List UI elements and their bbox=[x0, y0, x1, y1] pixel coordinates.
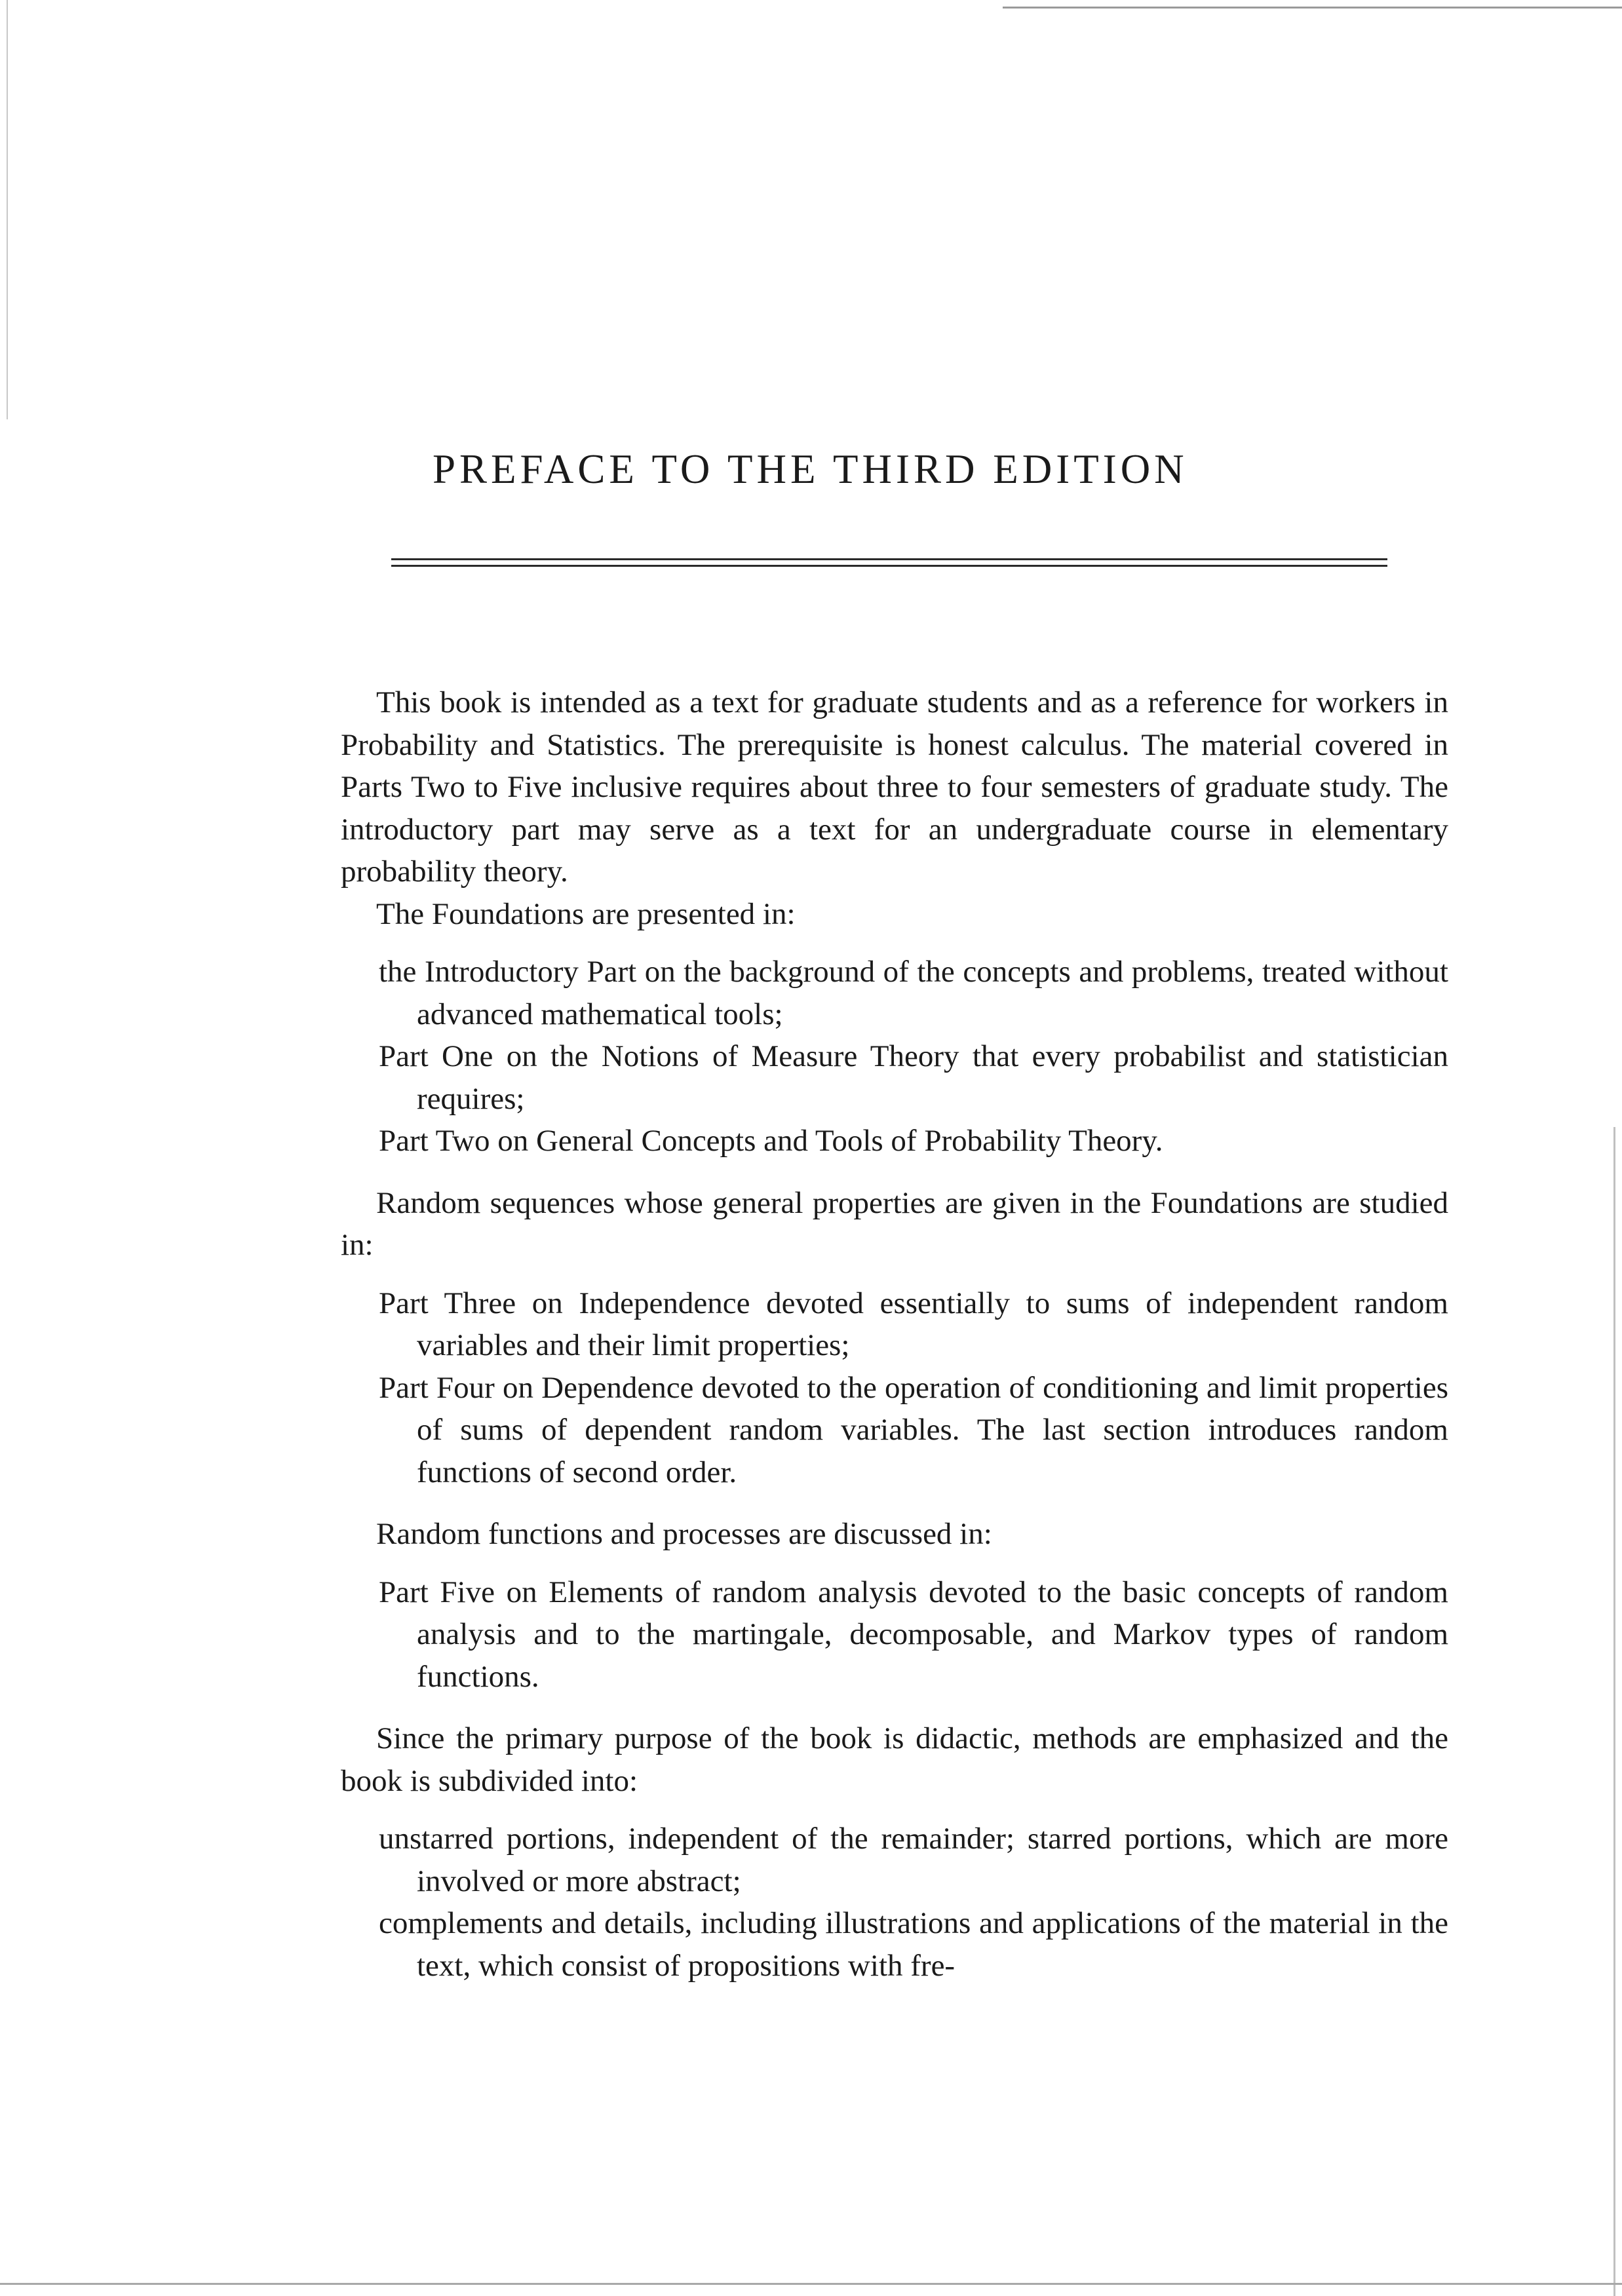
list-item: the Introductory Part on the background of the concepts and problems, treated without advanced mathematical tools; bbox=[379, 955, 1448, 1031]
foundations-list bbox=[341, 951, 1448, 1162]
subdivision-list bbox=[341, 1818, 1448, 1987]
scan-edge-bottom bbox=[0, 2283, 1622, 2285]
scan-edge-top bbox=[1003, 7, 1622, 9]
title-double-rule bbox=[391, 558, 1387, 567]
intro-paragraph: This book is intended as a text for graduate students and as a reference for workers in Probability and Statistics. The prerequisite is honest calculus. The material covered in Parts Two to Five inclusive requires about three to four semesters of graduate study. The introductory part may serve as a text for an undergraduate course in elementary probability theory. bbox=[341, 685, 1448, 889]
subdivision-lead-paragraph: Since the primary purpose of the book is didactic, methods are emphasized and the book is subdivided into: bbox=[341, 1721, 1448, 1798]
list-item: complements and details, including illustrations and applications of the material in the text, which consist of propositions with fre- bbox=[379, 1906, 1448, 1983]
scan-edge-left bbox=[7, 0, 8, 419]
scan-edge-right bbox=[1613, 1127, 1615, 2296]
list-item: Part Five on Elements of random analysis devoted to the basic concepts of random analysis and to the martingale, decomposable, and Markov types of random functions. bbox=[379, 1575, 1448, 1694]
page-title: PREFACE TO THE THIRD EDITION bbox=[433, 446, 1188, 492]
page-body bbox=[341, 681, 1448, 2006]
list-item: Part Two on General Concepts and Tools of Probability Theory. bbox=[379, 1124, 1163, 1158]
list-item: Part One on the Notions of Measure Theory that every probabilist and statistician requires; bbox=[379, 1039, 1448, 1116]
foundations-lead-paragraph: The Foundations are presented in: bbox=[376, 896, 796, 931]
sequences-list bbox=[341, 1282, 1448, 1494]
processes-lead-paragraph: Random functions and processes are discussed in: bbox=[376, 1517, 992, 1551]
sequences-lead-paragraph: Random sequences whose general properties are given in the Foundations are studied in: bbox=[341, 1185, 1448, 1262]
list-item: Part Four on Dependence devoted to the operation of conditioning and limit properties of sums of dependent random variables. The last section introduces random functions of second order. bbox=[379, 1370, 1448, 1489]
processes-list bbox=[341, 1571, 1448, 1698]
list-item: Part Three on Independence devoted essentially to sums of independent random variables and their limit properties; bbox=[379, 1286, 1448, 1362]
list-item: unstarred portions, independent of the remainder; starred portions, which are more involved or more abstract; bbox=[379, 1822, 1448, 1898]
